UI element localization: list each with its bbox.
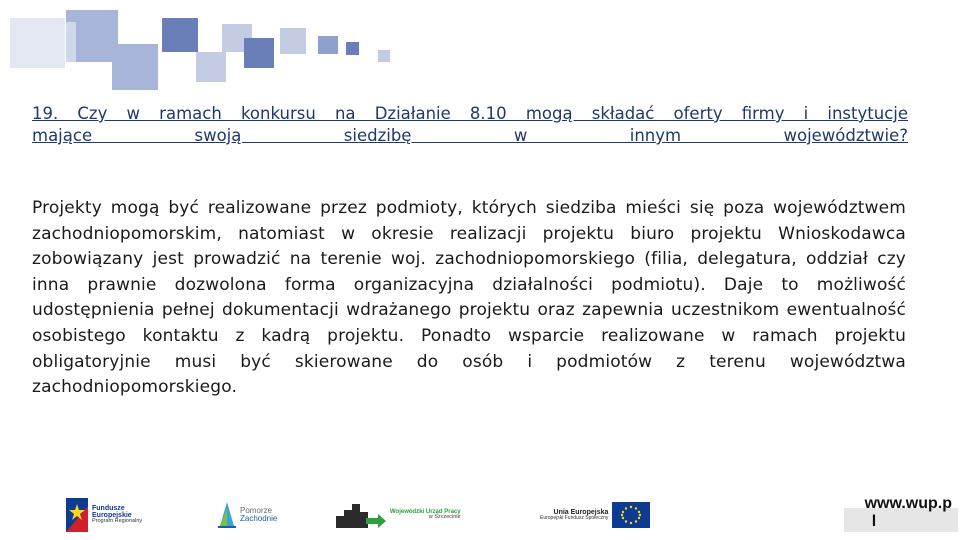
wup-line-2: w Szczecinie	[428, 514, 461, 521]
wup-stairs-icon	[336, 500, 386, 530]
fe-line-1: Fundusze	[92, 504, 125, 512]
footer-logos	[0, 492, 960, 540]
website-url-main: www.wup.p	[864, 495, 952, 512]
eu-line-1: Unia Europejska	[553, 508, 609, 516]
wup-logo	[336, 492, 461, 538]
pomorze-sail-icon	[216, 500, 238, 530]
wup-line-1: Wojewódzki Urząd Pracy	[390, 508, 461, 515]
fe-line-2: Europejskie	[92, 512, 132, 520]
eu-flag-icon	[612, 502, 650, 528]
question-line-2: mające swoją siedzibę w innym województwie?	[32, 126, 908, 145]
website-url-tail: l	[871, 513, 877, 530]
pz-line-2: Zachodnie	[240, 514, 278, 523]
eu-line-2: Europejski Fundusz Społeczny	[540, 515, 609, 522]
pomorze-zachodnie-logo	[216, 492, 277, 538]
question-heading	[32, 103, 908, 147]
fundusze-europejskie-logo	[66, 492, 142, 538]
pz-line-1: Pomorze	[240, 505, 273, 515]
answer-paragraph: Projekty mogą być realizowane przez podmioty, których siedziba mieści się poza województwem zachodniopomorskim, natomiast w okresie realizacji projektu biuro projektu Wnioskodawca zobowiązany jest prowadzić na terenie woj. zachodniopomorskiego (filia, delegatura, oddział czy inna prawnie dozwolona forma organizacyjna działalności podmiotu). Daje to możliwość udostępnienia pełnej dokumentacji wdrażanego projektu oraz zapewnia uczestnikom ewentualność osobistego kontaktu z kadrą projektu. Ponadto wsparcie realizowane w ramach projektu obligatoryjnie musi być skierowane do osób i podmiotów z terenu województwa zachodniopomorskiego.	[32, 198, 906, 398]
website-url[interactable]	[832, 495, 952, 531]
eu-logo	[540, 492, 650, 538]
question-line-1: 19. Czy w ramach konkursu na Działanie 8.10 mogą składać oferty firmy i instytucje	[32, 104, 908, 123]
fe-line-3: Program Regionalny	[92, 518, 143, 525]
fe-star-icon	[66, 498, 88, 532]
